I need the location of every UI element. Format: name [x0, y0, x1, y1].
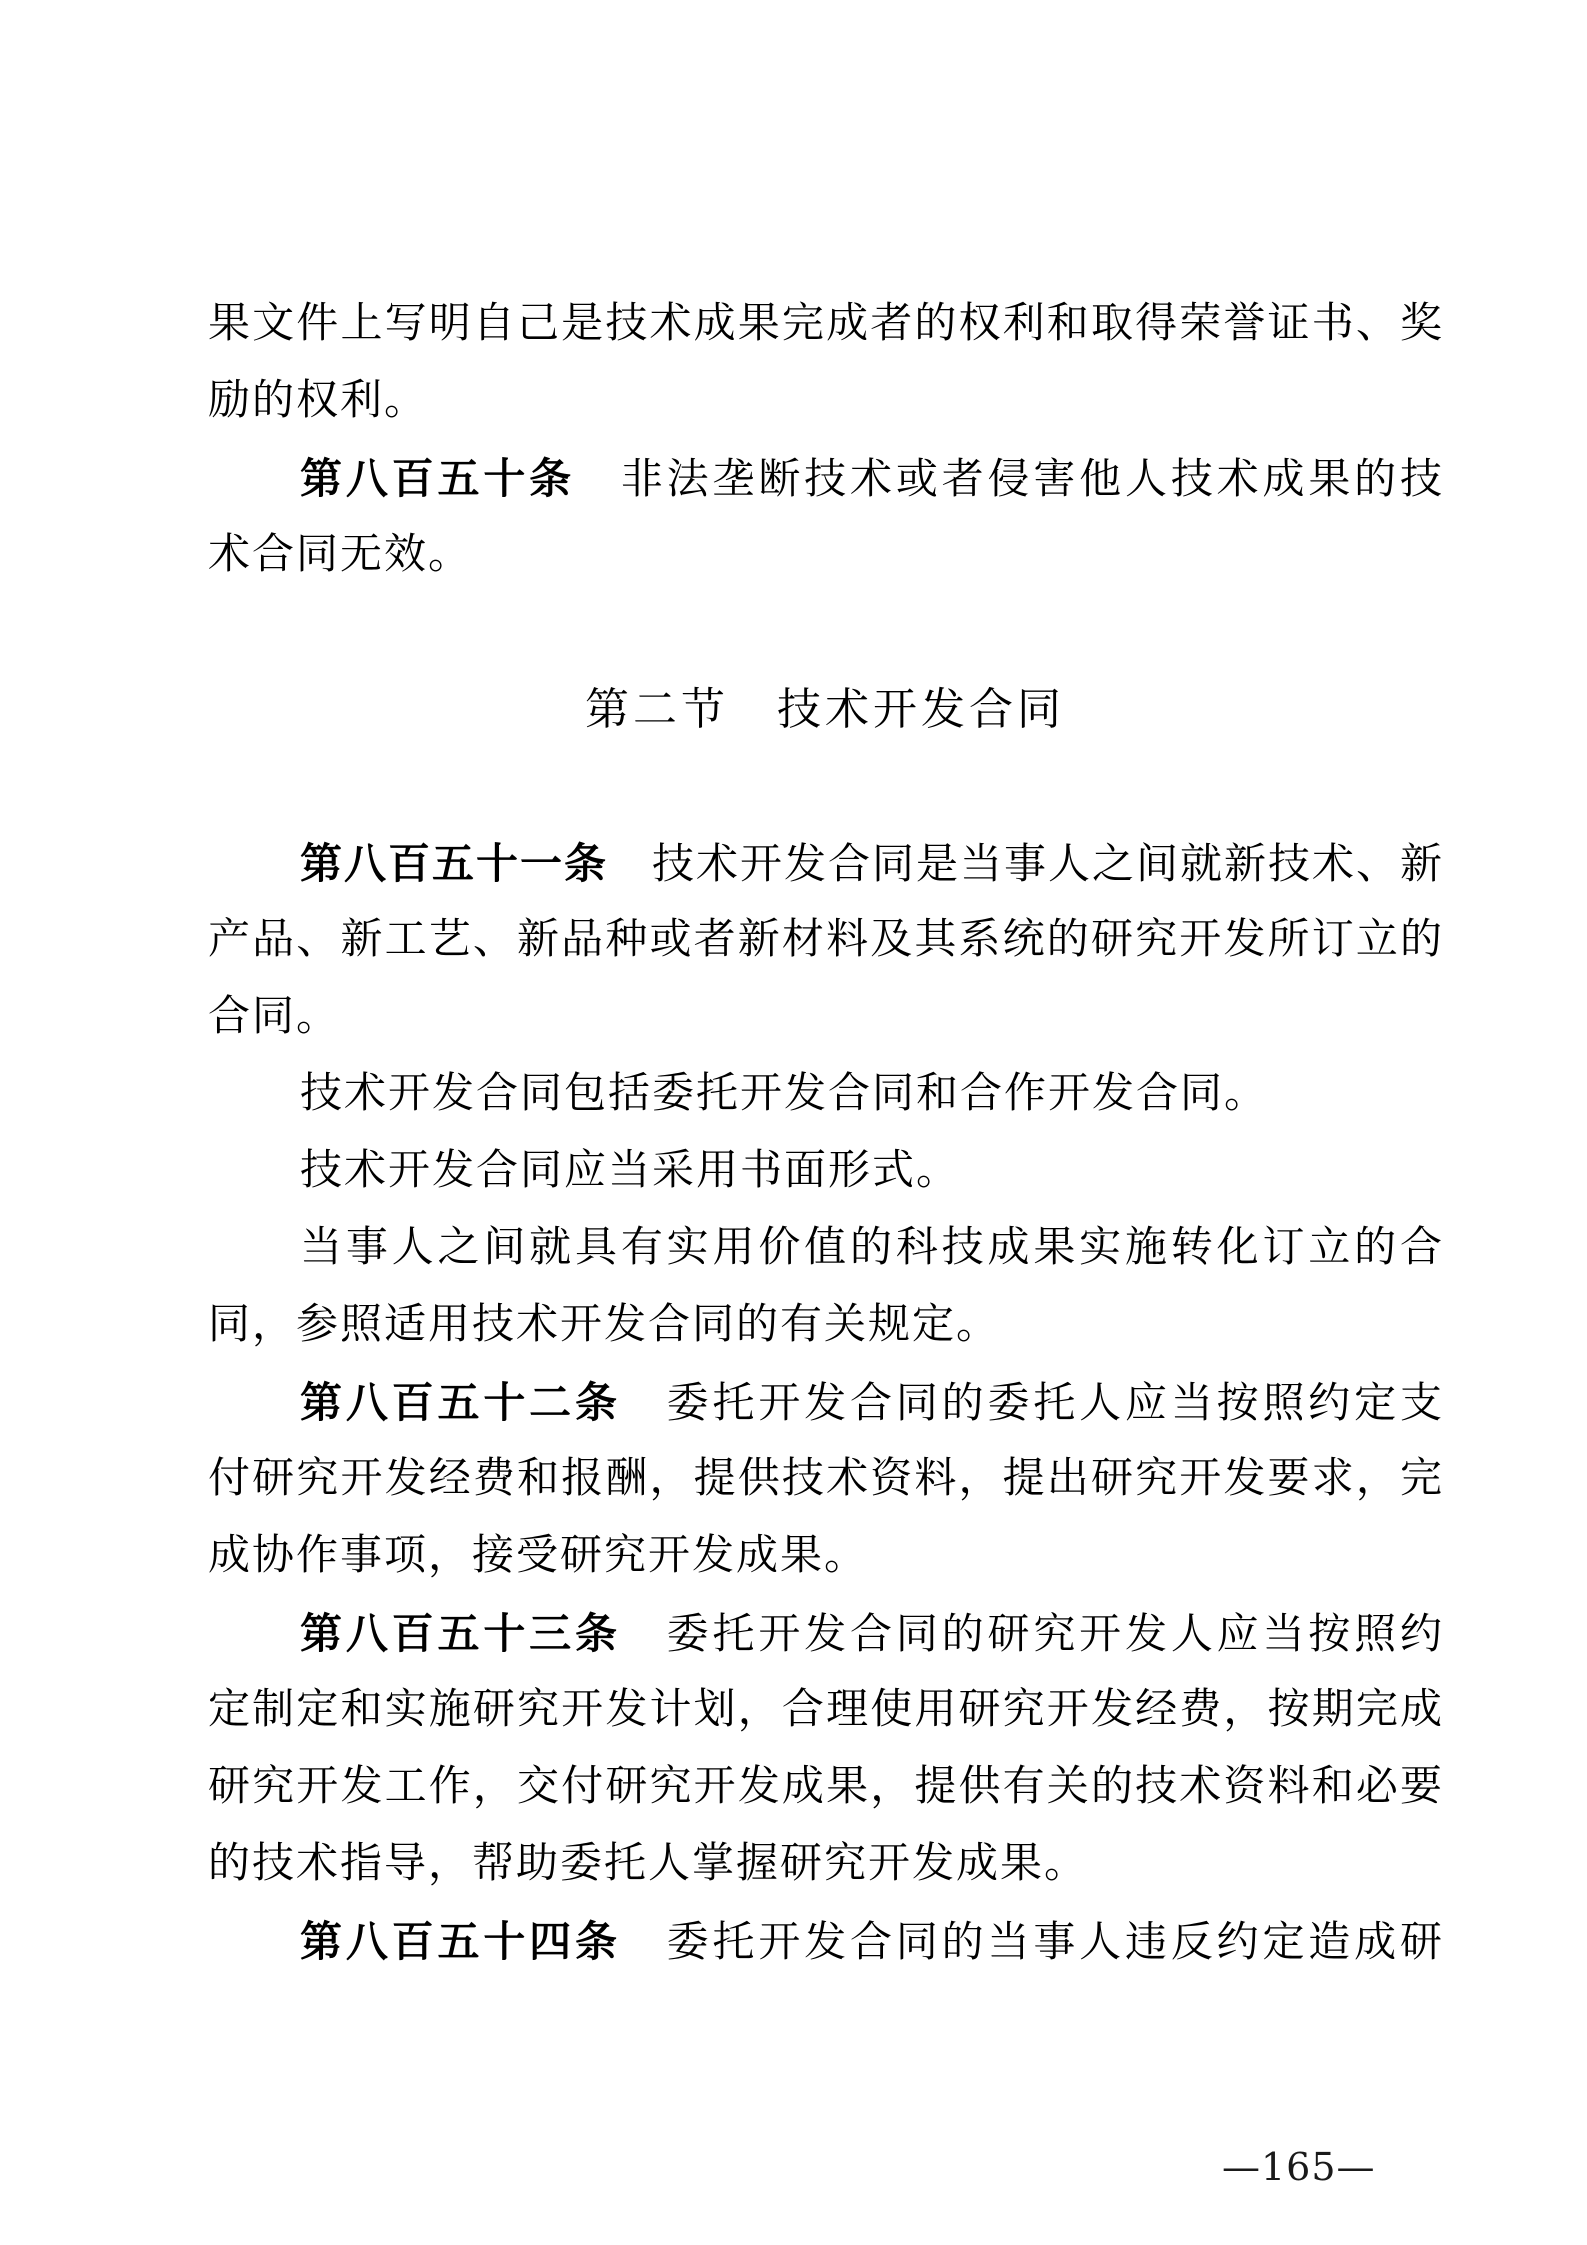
article-number: 第八百五十一条: [300, 840, 608, 887]
text-line: [208, 1749, 1442, 1826]
line-text: 的技术指导，帮助委托人掌握研究开发成果。: [208, 1841, 1089, 1887]
line-text: 术合同无效。: [208, 532, 473, 578]
line-text: 当事人之间就具有实用价值的科技成果实施转化订立的合: [300, 1225, 1442, 1271]
text-line: [208, 1672, 1442, 1749]
line-text: 技术开发合同包括委托开发合同和合作开发合同。: [300, 1071, 1269, 1117]
line-text: 委托开发合同的研究开发人应当按照约: [666, 1612, 1442, 1658]
line-text: 产品、新工艺、新品种或者新材料及其系统的研究开发所订立的: [208, 917, 1442, 963]
text-line: [208, 286, 1442, 363]
line-text: 技术开发合同是当事人之间就新技术、新: [652, 842, 1442, 888]
article-opening-line: [208, 1903, 1442, 1980]
line-text: 定制定和实施研究开发计划，合理使用研究开发经费，按期完成: [208, 1687, 1442, 1733]
section-heading: [208, 671, 1442, 748]
article-opening-line: [208, 825, 1442, 902]
line-text: 同，参照适用技术开发合同的有关规定。: [208, 1302, 1001, 1348]
blank-line: [208, 594, 1442, 671]
article-number: 第八百五十二条: [300, 1379, 621, 1426]
text-line: [208, 979, 1442, 1056]
line-text: 非法垄断技术或者侵害他人技术成果的技: [620, 457, 1442, 503]
article-number: 第八百五十条: [300, 455, 575, 502]
text-line: [208, 1826, 1442, 1903]
line-text: 委托开发合同的当事人违反约定造成研: [666, 1920, 1442, 1966]
line-text: 委托开发合同的委托人应当按照约定支: [666, 1381, 1442, 1427]
article-opening-line: [208, 440, 1442, 517]
text-line: [208, 1210, 1442, 1287]
text-line: [208, 1133, 1442, 1210]
text-line: [208, 1441, 1442, 1518]
text-line: [208, 902, 1442, 979]
text-line: [208, 517, 1442, 594]
article-number: 第八百五十四条: [300, 1918, 621, 1965]
text-line: [208, 1056, 1442, 1133]
line-text: 果文件上写明自己是技术成果完成者的权利和取得荣誉证书、奖: [208, 301, 1442, 347]
article-opening-line: [208, 1595, 1442, 1672]
blank-line: [208, 748, 1442, 825]
line-text: 励的权利。: [208, 378, 429, 424]
article-number: 第八百五十三条: [300, 1610, 621, 1657]
line-text: 研究开发工作，交付研究开发成果，提供有关的技术资料和必要: [208, 1764, 1442, 1810]
line-text: 成协作事项，接受研究开发成果。: [208, 1533, 869, 1579]
text-line: [208, 363, 1442, 440]
line-text: 技术开发合同应当采用书面形式。: [300, 1148, 961, 1194]
page-number: —165—: [1222, 2145, 1376, 2189]
article-opening-line: [208, 1364, 1442, 1441]
text-line: [208, 1287, 1442, 1364]
document-body: [208, 286, 1442, 1980]
line-text: 合同。: [208, 994, 341, 1040]
section-heading-text: 第二节 技术开发合同: [585, 685, 1065, 734]
text-line: [208, 1518, 1442, 1595]
line-text: 付研究开发经费和报酬，提供技术资料，提出研究开发要求，完: [208, 1456, 1442, 1502]
